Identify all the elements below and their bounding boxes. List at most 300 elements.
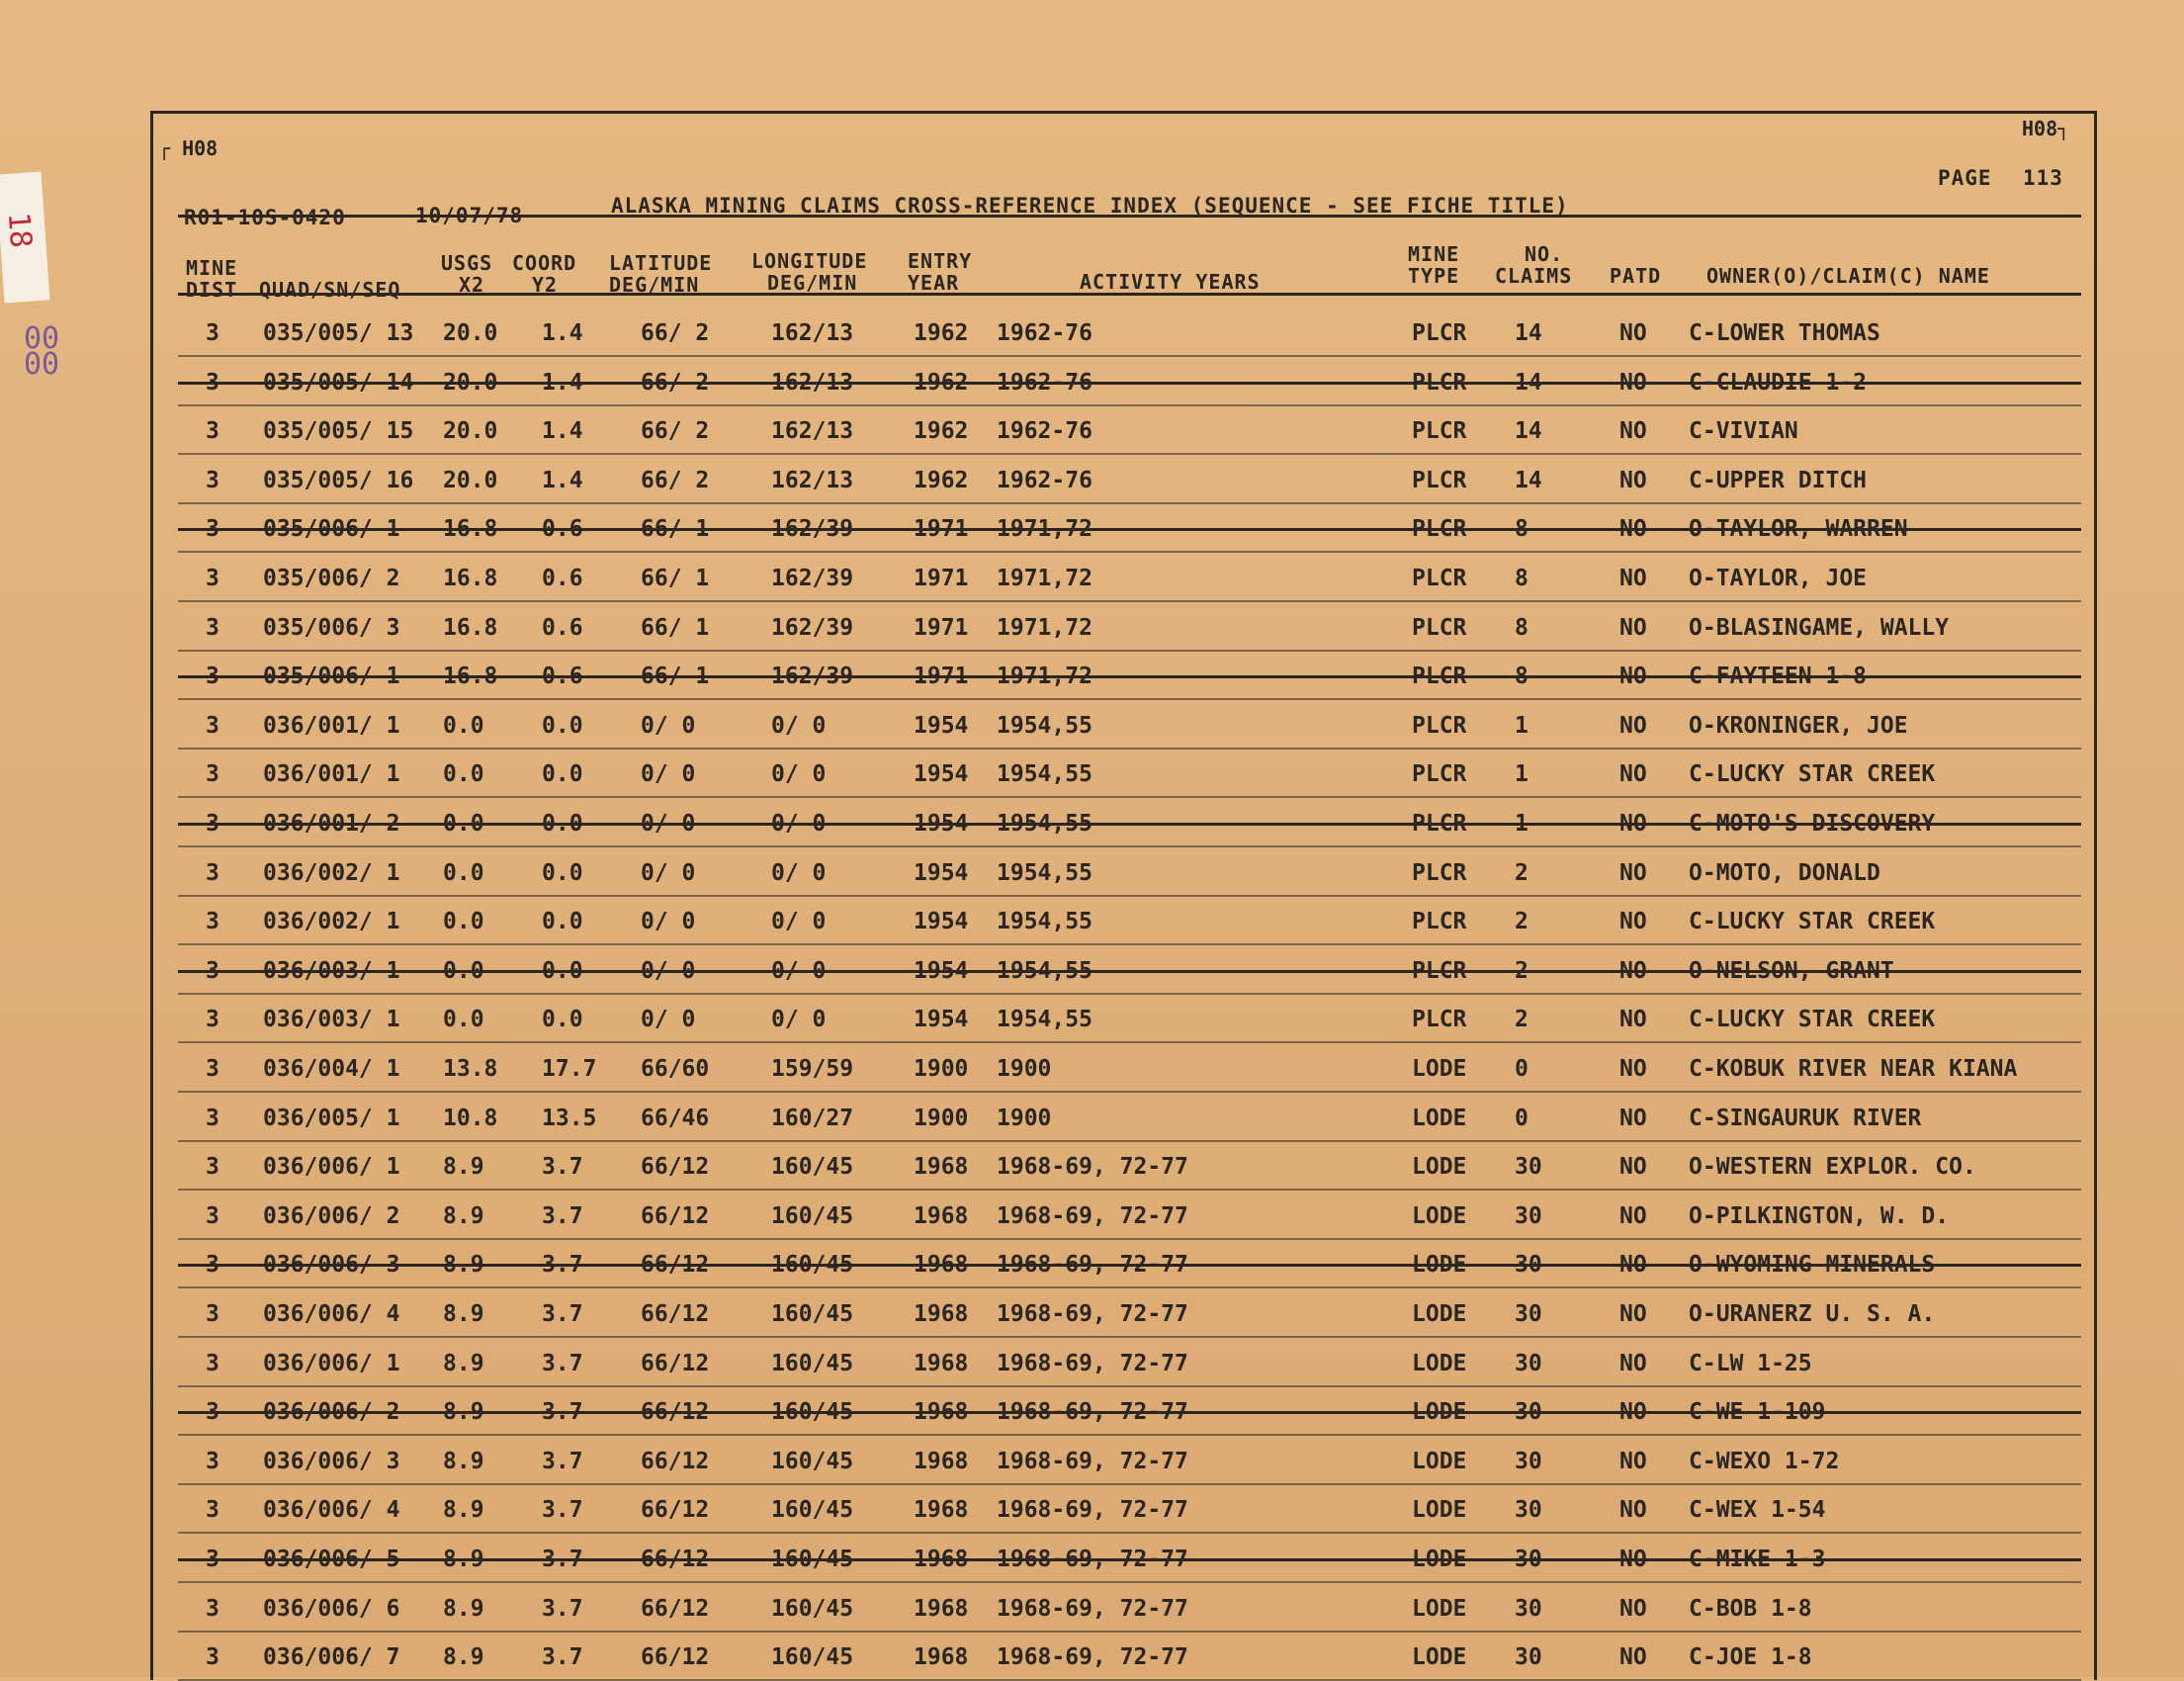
row-mine-dist: 3 xyxy=(206,1007,219,1033)
table-row xyxy=(178,358,2081,406)
row-patd: NO xyxy=(1619,467,1647,493)
row-owner-claim-name: C-UPPER DITCH xyxy=(1689,467,1868,493)
report-id: R01-10S-0420 xyxy=(184,206,346,229)
table-row xyxy=(178,1142,2081,1191)
row-usgs-x2: 16.8 xyxy=(443,664,498,690)
row-quad-sn-seq: 036/001/ 1 xyxy=(263,712,400,739)
row-coord-y2: 1.4 xyxy=(542,467,583,493)
row-coord-y2: 0.6 xyxy=(542,664,583,690)
row-quad-sn-seq: 036/005/ 1 xyxy=(263,1105,400,1131)
row-quad-sn-seq: 036/003/ 1 xyxy=(263,957,400,984)
row-patd: NO xyxy=(1619,712,1647,739)
row-quad-sn-seq: 036/001/ 2 xyxy=(263,811,400,837)
row-entry-year: 1968 xyxy=(914,1202,969,1229)
row-owner-claim-name: C-LOWER THOMAS xyxy=(1689,320,1880,346)
row-no-claims: 30 xyxy=(1515,1252,1542,1279)
col-longitude: LONGITUDE DEG/MIN xyxy=(751,249,868,295)
row-mine-dist: 3 xyxy=(206,664,219,690)
row-no-claims: 2 xyxy=(1515,957,1529,984)
row-patd: NO xyxy=(1619,1497,1647,1524)
table-row xyxy=(178,1633,2081,1681)
row-owner-claim-name: C-CLAUDIE 1-2 xyxy=(1689,369,1868,396)
row-patd: NO xyxy=(1619,1595,1647,1622)
row-activity-years: 1962-76 xyxy=(997,418,1092,445)
row-mine-dist: 3 xyxy=(206,1595,219,1622)
row-activity-years: 1954,55 xyxy=(997,712,1092,739)
row-mine-type: PLCR xyxy=(1412,957,1467,984)
row-patd: NO xyxy=(1619,1007,1647,1033)
row-usgs-x2: 0.0 xyxy=(443,811,484,837)
table-row xyxy=(178,1535,2081,1583)
row-longitude: 0/ 0 xyxy=(771,811,827,837)
row-coord-y2: 3.7 xyxy=(542,1154,583,1181)
report-date: 10/07/78 xyxy=(415,204,524,227)
row-mine-type: LODE xyxy=(1412,1056,1467,1082)
table-row xyxy=(178,1485,2081,1534)
row-no-claims: 2 xyxy=(1515,859,1529,886)
row-activity-years: 1968-69, 72-77 xyxy=(997,1399,1188,1426)
row-mine-type: LODE xyxy=(1412,1350,1467,1376)
row-usgs-x2: 0.0 xyxy=(443,712,484,739)
row-activity-years: 1968-69, 72-77 xyxy=(997,1547,1188,1572)
row-activity-years: 1968-69, 72-77 xyxy=(997,1202,1188,1229)
row-patd: NO xyxy=(1619,1448,1647,1474)
row-coord-y2: 3.7 xyxy=(542,1252,583,1279)
row-patd: NO xyxy=(1619,1399,1647,1426)
row-entry-year: 1968 xyxy=(914,1448,969,1474)
row-no-claims: 8 xyxy=(1515,566,1529,591)
col-coord-y: COORD Y2 xyxy=(512,251,577,297)
row-coord-y2: 0.0 xyxy=(542,957,583,984)
purple-stamp: 0000 xyxy=(24,321,60,382)
row-entry-year: 1968 xyxy=(914,1301,969,1327)
page-number: 113 xyxy=(2023,166,2063,190)
row-mine-dist: 3 xyxy=(206,1497,219,1524)
row-owner-claim-name: O-KRONINGER, JOE xyxy=(1689,712,1908,739)
row-entry-year: 1962 xyxy=(914,418,969,445)
row-usgs-x2: 16.8 xyxy=(443,566,498,591)
table-row xyxy=(178,946,2081,995)
table-row xyxy=(178,1192,2081,1240)
row-no-claims: 30 xyxy=(1515,1595,1542,1622)
row-activity-years: 1968-69, 72-77 xyxy=(997,1350,1188,1376)
row-coord-y2: 3.7 xyxy=(542,1595,583,1622)
row-coord-y2: 3.7 xyxy=(542,1301,583,1327)
row-mine-dist: 3 xyxy=(206,614,219,641)
row-quad-sn-seq: 036/006/ 6 xyxy=(263,1595,400,1622)
row-coord-y2: 3.7 xyxy=(542,1202,583,1229)
row-activity-years: 1968-69, 72-77 xyxy=(997,1595,1188,1622)
row-entry-year: 1968 xyxy=(914,1644,969,1671)
col-activity-years: ACTIVITY YEARS xyxy=(1080,270,1261,294)
row-latitude: 0/ 0 xyxy=(641,811,696,837)
row-usgs-x2: 8.9 xyxy=(443,1252,484,1279)
row-mine-dist: 3 xyxy=(206,957,219,984)
sticker-number: 18 xyxy=(0,211,39,249)
row-coord-y2: 0.0 xyxy=(542,909,583,935)
row-no-claims: 14 xyxy=(1515,369,1542,396)
table-row xyxy=(178,701,2081,750)
row-quad-sn-seq: 036/006/ 2 xyxy=(263,1202,400,1229)
row-patd: NO xyxy=(1619,1202,1647,1229)
row-mine-dist: 3 xyxy=(206,859,219,886)
row-quad-sn-seq: 036/001/ 1 xyxy=(263,761,400,788)
col-no-claims: NO. CLAIMS xyxy=(1495,242,1573,288)
row-latitude: 0/ 0 xyxy=(641,909,696,935)
row-latitude: 0/ 0 xyxy=(641,957,696,984)
row-usgs-x2: 0.0 xyxy=(443,761,484,788)
row-mine-type: LODE xyxy=(1412,1644,1467,1671)
col-mine-type: MINE TYPE xyxy=(1408,242,1460,288)
row-mine-type: PLCR xyxy=(1412,467,1467,493)
row-usgs-x2: 8.9 xyxy=(443,1399,484,1426)
row-usgs-x2: 8.9 xyxy=(443,1595,484,1622)
row-longitude: 159/59 xyxy=(771,1056,854,1082)
row-mine-dist: 3 xyxy=(206,1547,219,1572)
table-row xyxy=(178,1437,2081,1485)
row-longitude: 162/13 xyxy=(771,320,854,346)
row-mine-dist: 3 xyxy=(206,566,219,591)
row-longitude: 0/ 0 xyxy=(771,1007,827,1033)
row-owner-claim-name: O-TAYLOR, WARREN xyxy=(1689,516,1908,543)
row-coord-y2: 0.0 xyxy=(542,811,583,837)
row-coord-y2: 1.4 xyxy=(542,369,583,396)
row-activity-years: 1971,72 xyxy=(997,614,1092,641)
row-quad-sn-seq: 036/006/ 4 xyxy=(263,1497,400,1524)
row-longitude: 160/45 xyxy=(771,1252,854,1279)
row-mine-dist: 3 xyxy=(206,1056,219,1082)
row-quad-sn-seq: 036/006/ 7 xyxy=(263,1644,400,1671)
row-owner-claim-name: O-PILKINGTON, W. D. xyxy=(1689,1202,1950,1229)
row-activity-years: 1900 xyxy=(997,1056,1052,1082)
row-latitude: 66/12 xyxy=(641,1154,710,1181)
table-row xyxy=(178,848,2081,897)
row-usgs-x2: 20.0 xyxy=(443,467,498,493)
row-owner-claim-name: C-WE 1-109 xyxy=(1689,1399,1826,1426)
row-activity-years: 1900 xyxy=(997,1105,1052,1131)
row-usgs-x2: 8.9 xyxy=(443,1547,484,1572)
table-row xyxy=(178,1387,2081,1436)
row-entry-year: 1900 xyxy=(914,1105,969,1131)
row-entry-year: 1968 xyxy=(914,1399,969,1426)
row-longitude: 162/13 xyxy=(771,418,854,445)
margin-sticker xyxy=(0,172,49,304)
row-no-claims: 30 xyxy=(1515,1448,1542,1474)
row-longitude: 160/45 xyxy=(771,1644,854,1671)
row-activity-years: 1962-76 xyxy=(997,320,1092,346)
row-entry-year: 1968 xyxy=(914,1350,969,1376)
row-mine-dist: 3 xyxy=(206,1448,219,1474)
row-coord-y2: 0.0 xyxy=(542,712,583,739)
row-mine-dist: 3 xyxy=(206,1644,219,1671)
row-latitude: 66/ 1 xyxy=(641,566,710,591)
col-latitude: LATITUDE DEG/MIN xyxy=(609,251,713,297)
row-latitude: 0/ 0 xyxy=(641,1007,696,1033)
row-mine-type: LODE xyxy=(1412,1595,1467,1622)
row-coord-y2: 0.6 xyxy=(542,516,583,543)
row-quad-sn-seq: 035/005/ 15 xyxy=(263,418,414,445)
row-usgs-x2: 8.9 xyxy=(443,1154,484,1181)
row-activity-years: 1954,55 xyxy=(997,957,1092,984)
row-mine-type: LODE xyxy=(1412,1301,1467,1327)
row-longitude: 160/45 xyxy=(771,1202,854,1229)
row-no-claims: 0 xyxy=(1515,1105,1529,1131)
row-entry-year: 1968 xyxy=(914,1252,969,1279)
row-no-claims: 14 xyxy=(1515,418,1542,445)
row-latitude: 66/ 1 xyxy=(641,664,710,690)
row-longitude: 0/ 0 xyxy=(771,712,827,739)
row-latitude: 0/ 0 xyxy=(641,859,696,886)
table-row xyxy=(178,554,2081,602)
row-mine-dist: 3 xyxy=(206,1252,219,1279)
row-entry-year: 1971 xyxy=(914,516,969,543)
table-row xyxy=(178,897,2081,945)
row-no-claims: 1 xyxy=(1515,811,1529,837)
row-quad-sn-seq: 036/002/ 1 xyxy=(263,909,400,935)
row-owner-claim-name: O-WYOMING MINERALS xyxy=(1689,1252,1936,1279)
row-longitude: 160/27 xyxy=(771,1105,854,1131)
row-usgs-x2: 0.0 xyxy=(443,957,484,984)
row-usgs-x2: 16.8 xyxy=(443,614,498,641)
row-owner-claim-name: O-NELSON, GRANT xyxy=(1689,957,1894,984)
row-patd: NO xyxy=(1619,1056,1647,1082)
row-usgs-x2: 0.0 xyxy=(443,909,484,935)
row-no-claims: 14 xyxy=(1515,467,1542,493)
row-entry-year: 1971 xyxy=(914,566,969,591)
row-mine-dist: 3 xyxy=(206,1301,219,1327)
row-usgs-x2: 20.0 xyxy=(443,369,498,396)
row-owner-claim-name: O-MOTO, DONALD xyxy=(1689,859,1880,886)
row-mine-type: LODE xyxy=(1412,1448,1467,1474)
row-patd: NO xyxy=(1619,614,1647,641)
row-latitude: 66/12 xyxy=(641,1301,710,1327)
row-no-claims: 2 xyxy=(1515,1007,1529,1033)
row-coord-y2: 17.7 xyxy=(542,1056,597,1082)
row-mine-dist: 3 xyxy=(206,467,219,493)
row-usgs-x2: 8.9 xyxy=(443,1497,484,1524)
row-no-claims: 30 xyxy=(1515,1350,1542,1376)
row-longitude: 160/45 xyxy=(771,1595,854,1622)
row-owner-claim-name: C-WEXO 1-72 xyxy=(1689,1448,1840,1474)
row-longitude: 160/45 xyxy=(771,1154,854,1181)
row-owner-claim-name: C-WEX 1-54 xyxy=(1689,1497,1826,1524)
row-mine-dist: 3 xyxy=(206,320,219,346)
table-row xyxy=(178,1584,2081,1633)
row-entry-year: 1962 xyxy=(914,320,969,346)
row-latitude: 66/12 xyxy=(641,1497,710,1524)
row-coord-y2: 0.0 xyxy=(542,1007,583,1033)
table-row xyxy=(178,1094,2081,1142)
row-mine-type: LODE xyxy=(1412,1252,1467,1279)
row-patd: NO xyxy=(1619,516,1647,543)
row-patd: NO xyxy=(1619,566,1647,591)
row-mine-type: PLCR xyxy=(1412,761,1467,788)
row-patd: NO xyxy=(1619,1154,1647,1181)
row-owner-claim-name: C-BOB 1-8 xyxy=(1689,1595,1812,1622)
row-mine-type: PLCR xyxy=(1412,566,1467,591)
row-owner-claim-name: C-VIVIAN xyxy=(1689,418,1798,445)
row-entry-year: 1954 xyxy=(914,1007,969,1033)
row-owner-claim-name: O-WESTERN EXPLOR. CO. xyxy=(1689,1154,1976,1181)
row-mine-type: PLCR xyxy=(1412,859,1467,886)
row-quad-sn-seq: 036/006/ 3 xyxy=(263,1448,400,1474)
row-latitude: 66/12 xyxy=(641,1448,710,1474)
row-longitude: 162/13 xyxy=(771,467,854,493)
row-no-claims: 2 xyxy=(1515,909,1529,935)
row-mine-type: LODE xyxy=(1412,1154,1467,1181)
row-mine-type: PLCR xyxy=(1412,664,1467,690)
row-owner-claim-name: C-LUCKY STAR CREEK xyxy=(1689,1007,1936,1033)
page-label: PAGE xyxy=(1938,166,1992,190)
column-header-rule xyxy=(178,293,2081,296)
row-patd: NO xyxy=(1619,320,1647,346)
row-mine-dist: 3 xyxy=(206,369,219,396)
row-owner-claim-name: C-MOTO'S DISCOVERY xyxy=(1689,811,1936,837)
row-latitude: 0/ 0 xyxy=(641,712,696,739)
row-owner-claim-name: C-MIKE 1-3 xyxy=(1689,1547,1826,1572)
row-activity-years: 1954,55 xyxy=(997,1007,1092,1033)
row-usgs-x2: 8.9 xyxy=(443,1350,484,1376)
row-activity-years: 1962-76 xyxy=(997,467,1092,493)
row-entry-year: 1971 xyxy=(914,614,969,641)
row-patd: NO xyxy=(1619,957,1647,984)
col-entry-year: ENTRY YEAR xyxy=(908,249,973,295)
row-activity-years: 1954,55 xyxy=(997,761,1092,788)
row-patd: NO xyxy=(1619,1301,1647,1327)
row-activity-years: 1962-76 xyxy=(997,369,1092,396)
row-latitude: 66/ 2 xyxy=(641,467,710,493)
row-entry-year: 1962 xyxy=(914,467,969,493)
row-latitude: 0/ 0 xyxy=(641,761,696,788)
col-patd: PATD xyxy=(1610,264,1662,288)
table-row xyxy=(178,1339,2081,1387)
row-longitude: 162/39 xyxy=(771,614,854,641)
row-coord-y2: 1.4 xyxy=(542,320,583,346)
row-coord-y2: 3.7 xyxy=(542,1644,583,1671)
col-owner-claim-name: OWNER(O)/CLAIM(C) NAME xyxy=(1706,264,1990,288)
row-entry-year: 1954 xyxy=(914,712,969,739)
row-quad-sn-seq: 036/006/ 3 xyxy=(263,1252,400,1279)
row-no-claims: 14 xyxy=(1515,320,1542,346)
table-row xyxy=(178,995,2081,1043)
row-quad-sn-seq: 035/005/ 14 xyxy=(263,369,414,396)
row-patd: NO xyxy=(1619,909,1647,935)
row-entry-year: 1954 xyxy=(914,957,969,984)
col-mine-dist: MINE DIST xyxy=(186,256,238,302)
row-patd: NO xyxy=(1619,1105,1647,1131)
row-latitude: 66/ 2 xyxy=(641,369,710,396)
row-patd: NO xyxy=(1619,664,1647,690)
row-owner-claim-name: C-FAYTEEN 1-8 xyxy=(1689,664,1868,690)
table-row xyxy=(178,1044,2081,1093)
row-longitude: 160/45 xyxy=(771,1350,854,1376)
row-latitude: 66/12 xyxy=(641,1202,710,1229)
row-no-claims: 1 xyxy=(1515,761,1529,788)
corner-tag-right: H08┐ xyxy=(2022,117,2070,140)
row-patd: NO xyxy=(1619,369,1647,396)
row-no-claims: 8 xyxy=(1515,516,1529,543)
row-mine-type: PLCR xyxy=(1412,811,1467,837)
row-activity-years: 1968-69, 72-77 xyxy=(997,1252,1188,1279)
row-owner-claim-name: O-URANERZ U. S. A. xyxy=(1689,1301,1936,1327)
corner-tag-left: ┌ H08 xyxy=(158,136,218,160)
row-mine-type: PLCR xyxy=(1412,418,1467,445)
row-usgs-x2: 8.9 xyxy=(443,1448,484,1474)
row-usgs-x2: 13.8 xyxy=(443,1056,498,1082)
row-longitude: 0/ 0 xyxy=(771,761,827,788)
row-activity-years: 1968-69, 72-77 xyxy=(997,1644,1188,1671)
row-usgs-x2: 0.0 xyxy=(443,859,484,886)
row-mine-type: LODE xyxy=(1412,1497,1467,1524)
row-mine-dist: 3 xyxy=(206,761,219,788)
row-mine-type: PLCR xyxy=(1412,1007,1467,1033)
row-entry-year: 1968 xyxy=(914,1154,969,1181)
row-usgs-x2: 8.9 xyxy=(443,1644,484,1671)
row-entry-year: 1968 xyxy=(914,1497,969,1524)
row-patd: NO xyxy=(1619,1252,1647,1279)
row-quad-sn-seq: 035/005/ 16 xyxy=(263,467,414,493)
header-rule xyxy=(178,215,2081,218)
row-mine-type: PLCR xyxy=(1412,369,1467,396)
row-quad-sn-seq: 036/006/ 4 xyxy=(263,1301,400,1327)
row-longitude: 0/ 0 xyxy=(771,909,827,935)
row-usgs-x2: 20.0 xyxy=(443,418,498,445)
row-coord-y2: 3.7 xyxy=(542,1497,583,1524)
row-usgs-x2: 20.0 xyxy=(443,320,498,346)
row-patd: NO xyxy=(1619,859,1647,886)
table-row xyxy=(178,799,2081,847)
row-mine-dist: 3 xyxy=(206,811,219,837)
table-row xyxy=(178,750,2081,798)
row-longitude: 162/13 xyxy=(771,369,854,396)
row-quad-sn-seq: 036/006/ 1 xyxy=(263,1154,400,1181)
row-quad-sn-seq: 036/004/ 1 xyxy=(263,1056,400,1082)
row-latitude: 66/12 xyxy=(641,1252,710,1279)
row-mine-type: LODE xyxy=(1412,1105,1467,1131)
row-no-claims: 30 xyxy=(1515,1547,1542,1572)
row-mine-dist: 3 xyxy=(206,909,219,935)
row-patd: NO xyxy=(1619,1350,1647,1376)
row-owner-claim-name: O-TAYLOR, JOE xyxy=(1689,566,1868,591)
row-coord-y2: 3.7 xyxy=(542,1399,583,1426)
row-quad-sn-seq: 035/006/ 3 xyxy=(263,614,400,641)
row-mine-type: PLCR xyxy=(1412,516,1467,543)
row-coord-y2: 3.7 xyxy=(542,1547,583,1572)
row-quad-sn-seq: 036/006/ 1 xyxy=(263,1350,400,1376)
row-patd: NO xyxy=(1619,418,1647,445)
row-owner-claim-name: C-LW 1-25 xyxy=(1689,1350,1812,1376)
row-usgs-x2: 8.9 xyxy=(443,1301,484,1327)
row-longitude: 0/ 0 xyxy=(771,957,827,984)
table-row xyxy=(178,406,2081,455)
table-row xyxy=(178,309,2081,357)
row-longitude: 162/39 xyxy=(771,516,854,543)
row-entry-year: 1968 xyxy=(914,1547,969,1572)
row-quad-sn-seq: 035/005/ 13 xyxy=(263,320,414,346)
table-row xyxy=(178,652,2081,700)
row-quad-sn-seq: 036/002/ 1 xyxy=(263,859,400,886)
row-mine-dist: 3 xyxy=(206,418,219,445)
table-row xyxy=(178,504,2081,553)
row-coord-y2: 0.0 xyxy=(542,859,583,886)
row-mine-dist: 3 xyxy=(206,1399,219,1426)
row-coord-y2: 0.0 xyxy=(542,761,583,788)
row-patd: NO xyxy=(1619,1644,1647,1671)
row-quad-sn-seq: 035/006/ 2 xyxy=(263,566,400,591)
row-latitude: 66/ 1 xyxy=(641,614,710,641)
row-activity-years: 1968-69, 72-77 xyxy=(997,1448,1188,1474)
row-owner-claim-name: C-LUCKY STAR CREEK xyxy=(1689,761,1936,788)
